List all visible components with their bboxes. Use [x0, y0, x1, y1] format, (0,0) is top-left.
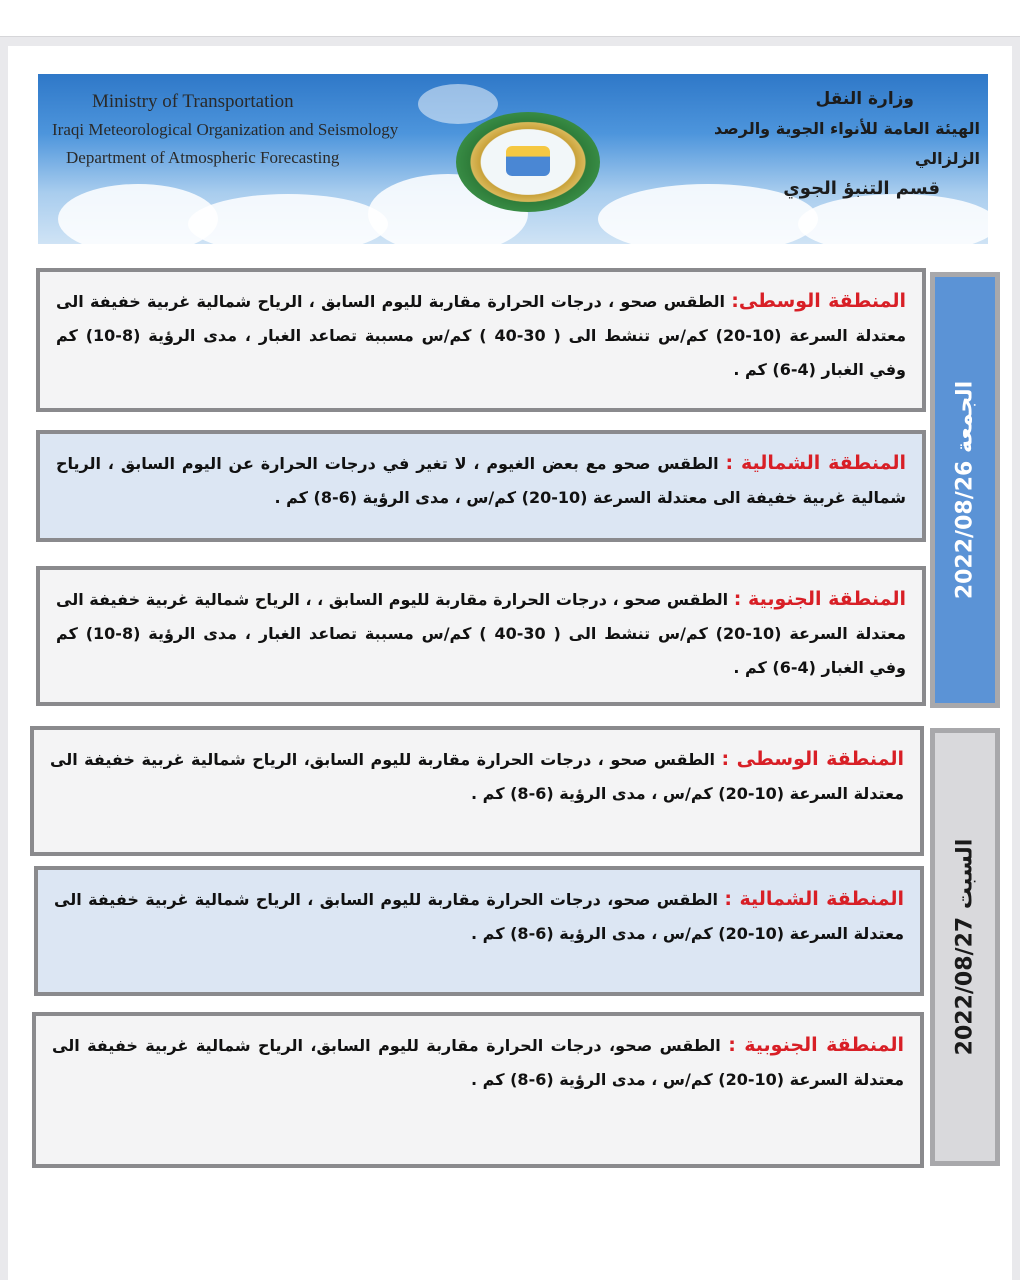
- region-forecast-text: الطقس صحو ، درجات الحرارة مقاربة لليوم السابق، الرياح شمالية غربية خفيفة الى معتدلة السرعة (10-20) كم/س ، مدى الرؤية (6-8) كم .: [50, 750, 904, 803]
- region-forecast-text: الطقس صحو ، درجات الحرارة مقاربة لليوم السابق ، ، الرياح شمالية غربية خفيفة الى معتدلة السرعة (10-20) كم/س تنشط الى ( 30-40 ) كم/س مسببة تصاعد الغبار ، مدى الرؤية (8-10) كم وفي الغبار (4-6) كم .: [56, 590, 906, 677]
- forecast-day2-south: [32, 1012, 924, 1168]
- organization-name-en: Iraqi Meteorological Organization and Seismology: [52, 120, 399, 139]
- forecast-day2-central: [30, 726, 924, 856]
- organization-logo: [456, 112, 600, 212]
- ministry-name-ar: وزارة النقل: [815, 89, 914, 109]
- forecast-day1-south: [36, 566, 926, 706]
- header-arabic: [650, 84, 980, 204]
- ministry-name-en: Ministry of Transportation: [92, 91, 294, 112]
- date-panel-day2: [930, 728, 1000, 1166]
- region-forecast-text: الطقس صحو ، درجات الحرارة مقاربة لليوم السابق ، الرياح شمالية غربية خفيفة الى معتدلة السرعة (10-20) كم/س تنشط الى ( 30-40 ) كم/س مسببة تصاعد الغبار ، مدى الرؤية (8-10) كم وفي الغبار (4-6) كم .: [56, 292, 906, 379]
- region-name: المنطقة الشمالية :: [725, 452, 906, 474]
- region-forecast-text: الطقس صحو مع بعض الغيوم ، لا تغير في درجات الحرارة عن اليوم السابق ، الرياح شمالية غربية خفيفة الى معتدلة السرعة (10-20) كم/س ، مدى الرؤية (6-8) كم .: [56, 454, 906, 507]
- forecast-day2-north: [34, 866, 924, 996]
- forecast-day1-north: [36, 430, 926, 542]
- header-english: [52, 88, 399, 172]
- forecast-day1-central: [36, 268, 926, 412]
- region-name: المنطقة الجنوبية :: [733, 588, 906, 610]
- date-label: السبت 2022/08/27: [952, 838, 978, 1056]
- department-name-ar: قسم التنبؤ الجوي: [783, 178, 940, 199]
- region-name: المنطقة الشمالية :: [724, 888, 904, 910]
- department-name-en: Department of Atmospheric Forecasting: [66, 148, 340, 167]
- region-name: المنطقة الوسطى :: [721, 748, 905, 770]
- top-bar: [0, 0, 1020, 37]
- region-forecast-text: الطقس صحو، درجات الحرارة مقاربة لليوم السابق ، الرياح شمالية غربية خفيفة الى معتدلة السرعة (10-20) كم/س ، مدى الرؤية (6-8) كم .: [54, 890, 904, 943]
- region-forecast-text: الطقس صحو، درجات الحرارة مقاربة لليوم السابق، الرياح شمالية غربية خفيفة الى معتدلة السرعة (10-20) كم/س ، مدى الرؤية (6-8) كم .: [52, 1036, 904, 1089]
- header-banner: [38, 74, 988, 244]
- region-name: المنطقة الجنوبية :: [728, 1034, 904, 1056]
- organization-name-ar: الهيئة العامة للأنواء الجوية والرصد الزلزالي: [714, 119, 980, 168]
- forecast-page: [8, 46, 1012, 1280]
- logo-emblem-icon: [506, 146, 550, 176]
- date-label: الجمعة 2022/08/26: [952, 380, 978, 600]
- region-name: المنطقة الوسطى:: [731, 290, 906, 312]
- date-panel-day1: [930, 272, 1000, 708]
